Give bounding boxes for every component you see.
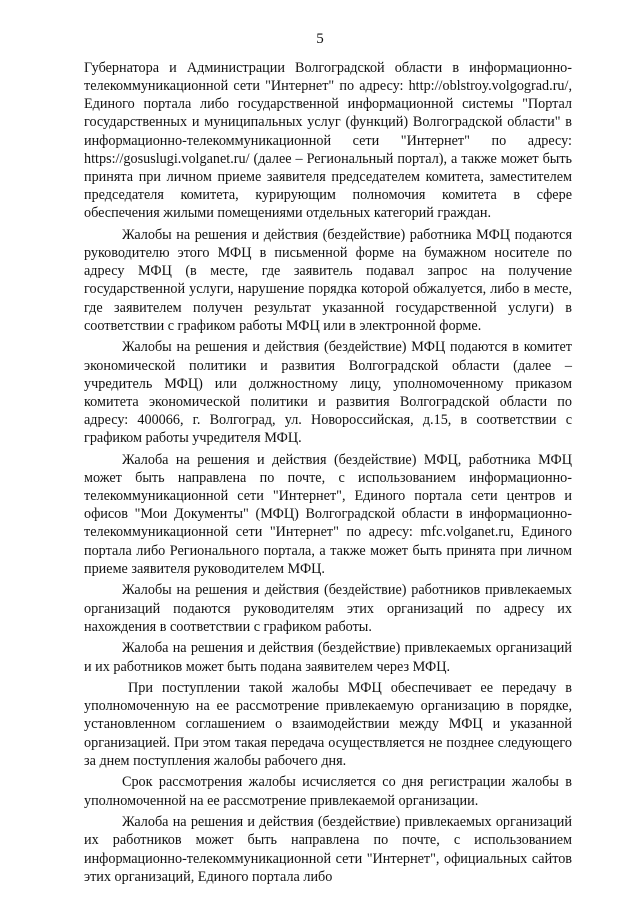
paragraph-mfc-complaints: Жалобы на решения и действия (бездействие) МФЦ подаются в комитет экономической политики и развития Волгоградской области (далее – учредитель МФЦ) или должностному лицу, уполномоченному приказом комитета экономической политики и развития Волгоградской области по адресу: 400066, г. Волгоград, ул. Новороссийская, д.15, в соответствии с графиком работы учредителя МФЦ. bbox=[84, 339, 572, 447]
paragraph-complaint-transfer: При поступлении такой жалобы МФЦ обеспечивает ее передачу в уполномоченную на ее рассмотрение привлекаемую организацию в порядке, установленном соглашением о взаимодействии между МФЦ и указанной организацией. При этом такая передача осуществляется не позднее следующего за днем поступления жалобы рабочего дня. bbox=[84, 680, 572, 769]
paragraph-mfc-worker-complaints: Жалобы на решения и действия (бездействие) работника МФЦ подаются руководителю этого МФЦ в письменной форме на бумажном носителе по адресу МФЦ (в месте, где заявитель подавал запрос на получение государственной услуги, нарушение порядка которой обжалуется, либо в месте, где заявителем получен результат указанной государственной услуги) в соответствии с графиком работы МФЦ или в электронной форме. bbox=[84, 226, 572, 334]
paragraph-engaged-org-via-mfc: Жалоба на решения и действия (бездействие) привлекаемых организаций и их работников может быть подана заявителем через МФЦ. bbox=[84, 640, 572, 675]
paragraph-engaged-org-channels: Жалоба на решения и действия (бездействие) привлекаемых организаций их работников может быть направлена по почте, с использованием информационно-телекоммуникационной сети "Интернет", официальных сайтов этих организаций, Единого портала либо bbox=[84, 814, 572, 885]
paragraph-engaged-org-worker-complaints: Жалобы на решения и действия (бездействие) работников привлекаемых организаций подаются руководителям этих организаций по адресу их нахождения в соответствии с графиком работы. bbox=[84, 582, 572, 635]
document-body bbox=[84, 59, 572, 886]
paragraph-review-term: Срок рассмотрения жалобы исчисляется со дня регистрации жалобы в уполномоченной на ее рассмотрение привлекаемой организации. bbox=[84, 774, 572, 809]
paragraph-continuation: Губернатора и Администрации Волгоградской области в информационно-телекоммуникационной сети "Интернет" по адресу: http://oblstroy.volgograd.ru/, Единого портала либо государственной информационной системы "Портал государственных и муниципальных услуг (функций) Волгоградской области" в информационно-телекоммуникационной сети "Интернет" по адресу: https://gosuslugi.volganet.ru/ (далее – Региональный портал), а также может быть принята при личном приеме заявителя председателем комитета, заместителем председателя комитета, курирующим полномочия комитета в сфере обеспечения жилыми помещениями отдельных категорий граждан. bbox=[84, 60, 572, 222]
paragraph-mfc-complaint-channels: Жалоба на решения и действия (бездействие) МФЦ, работника МФЦ может быть направлена по почте, с использованием информационно-телекоммуникационной сети "Интернет", Единого портала сети центров и офисов "Мои Документы" (МФЦ) Волгоградской области в информационно-телекоммуникационной сети "Интернет" по адресу: mfc.volganet.ru, Единого портала либо Регионального портала, а также может быть принята при личном приеме заявителя руководителем МФЦ. bbox=[84, 451, 572, 577]
page-number: 5 bbox=[316, 31, 324, 47]
